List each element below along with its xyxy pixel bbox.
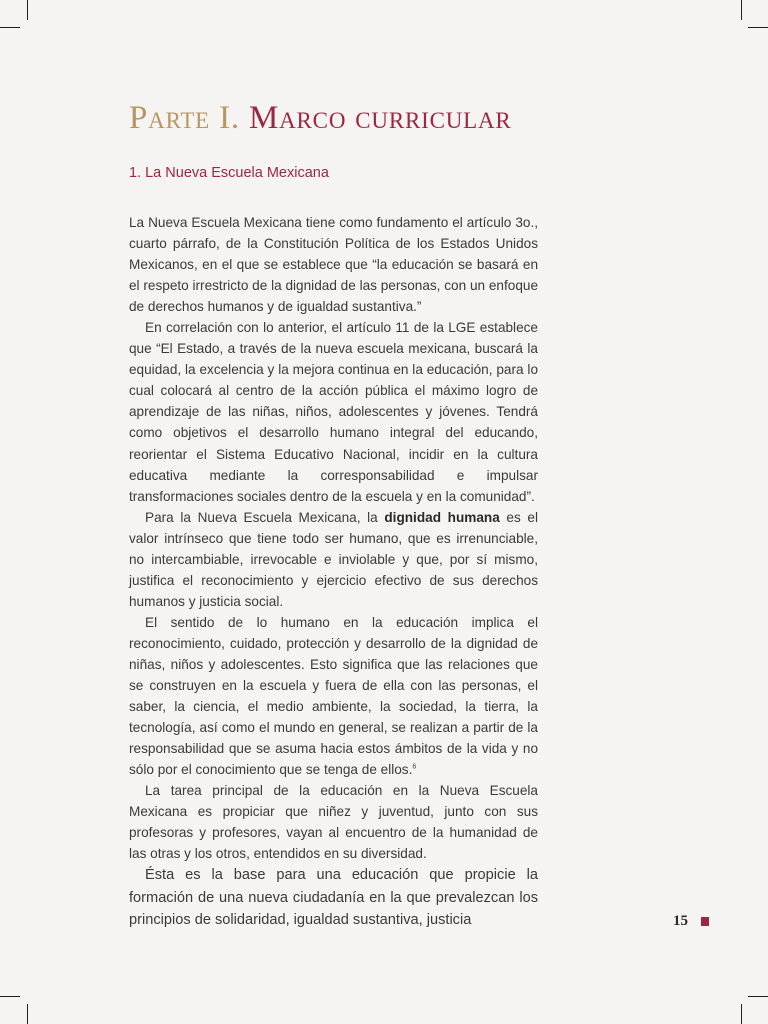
title-main: Marco curricular — [248, 100, 512, 136]
paragraph-3-end: es el valor intrínseco que tiene todo ser humano, que es irrenunciable, no intercambiable, irrevocable e inviolable y que, por sí mismo, justifica el reconocimiento y ejercicio efectivo de sus derechos humanos y justicia social. — [129, 509, 538, 609]
crop-mark-top-right-h — [748, 27, 768, 28]
paragraph-5: La tarea principal de la educación en la Nueva Escuela Mexicana es propiciar que niñez y juventud, junto con sus profesoras y profesores, vayan al encuentro de la humanidad de las otras y los otros, entendidos en su diversidad. — [129, 783, 538, 862]
crop-mark-top-left — [27, 0, 28, 20]
section-heading: 1. La Nueva Escuela Mexicana — [129, 165, 329, 181]
paragraph-6: Ésta es la base para una educación que propicie la formación de una nueva ciudadanía en la que prevalezcan los principios de solidaridad, igualdad sustantiva, justicia — [129, 867, 538, 929]
dignidad-humana-term: dignidad humana — [384, 509, 500, 525]
paragraph-1: La Nueva Escuela Mexicana tiene como fundamento el artículo 3o., cuarto párrafo, de la Constitución Política de los Estados Unidos Mexicanos, en el que se establece que “la educación se basará en el respeto irrestricto de la dignidad de las personas, con un enfoque de derechos humanos y de igualdad sustantiva.” — [129, 215, 538, 315]
paragraph-3-start: Para la Nueva Escuela Mexicana, la — [145, 509, 385, 525]
paragraph-4-text: El sentido de lo humano en la educación implica el reconocimiento, cuidado, protección y desarrollo de la dignidad de niñas, niños y adolescentes. Esto significa que las relaciones que se construyen en la escuela y fuera de ella con las personas, el saber, la ciencia, el medio ambiente, la sociedad, la tierra, la tecnología, así como el mundo en general, se realizan a partir de la responsabilidad que se asuma hacia estos ámbitos de la vida y no sólo por el conocimiento que se tenga de ellos. — [129, 614, 538, 778]
page-number: 15 — [673, 913, 688, 929]
paragraph-4 — [129, 612, 538, 780]
page-title — [129, 100, 512, 137]
crop-mark-bottom-left — [27, 1004, 28, 1024]
body-text — [129, 212, 538, 931]
paragraph-2: En correlación con lo anterior, el artículo 11 de la LGE establece que “El Estado, a través de la nueva escuela mexicana, buscará la equidad, la excelencia y la mejora continua en la educación, para lo cual colocará al centro de la acción pública el máximo logro de aprendizaje de las niñas, niños, adolescentes y jóvenes. Tendrá como objetivos el desarrollo humano integral del educando, reorientar el Sistema Educativo Nacional, incidir en la cultura educativa mediante la corresponsabilidad e impulsar transformaciones sociales dentro de la escuela y en la comunidad”. — [129, 320, 538, 504]
page-mark-icon — [701, 917, 709, 926]
crop-mark-top-left-h — [0, 27, 20, 28]
crop-mark-bottom-right-h — [748, 996, 768, 997]
paragraph-3 — [129, 507, 538, 612]
crop-mark-bottom-left-h — [0, 996, 20, 997]
title-part: Parte I. — [129, 100, 240, 136]
crop-mark-bottom-right — [741, 1004, 742, 1024]
crop-mark-top-right — [741, 0, 742, 20]
footnote-reference: 6 — [412, 763, 417, 771]
